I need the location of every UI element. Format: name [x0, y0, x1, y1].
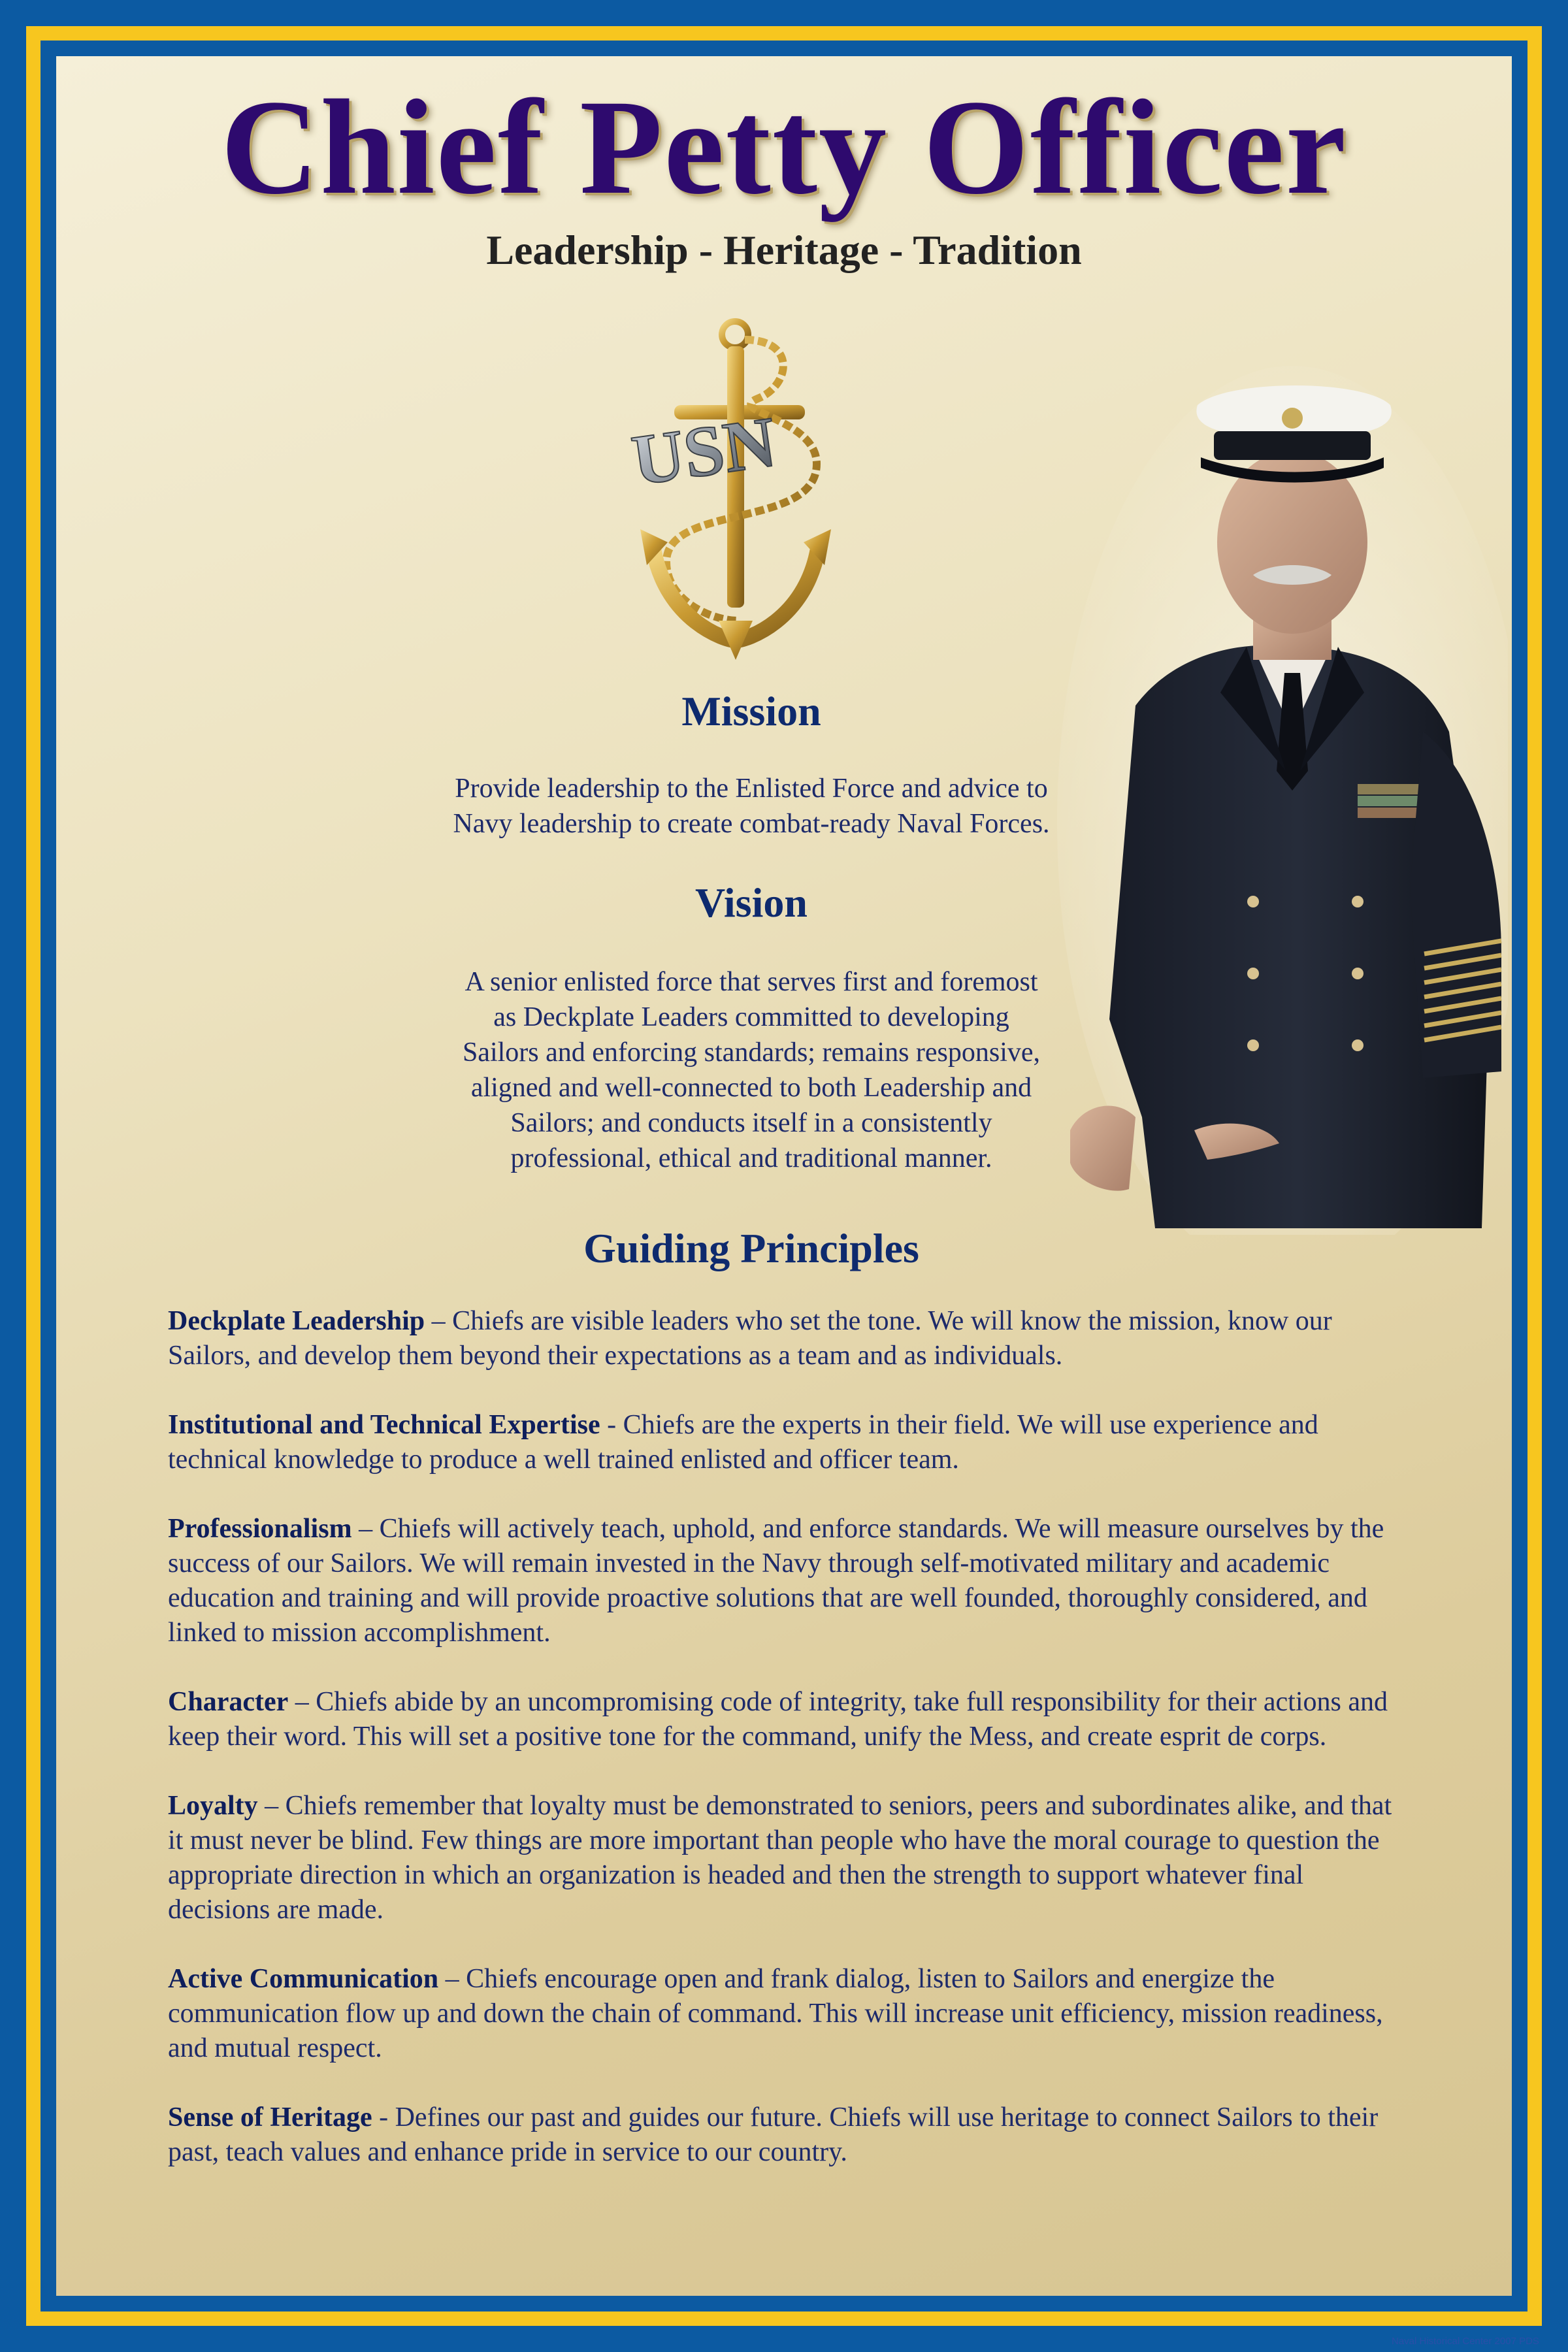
principle-name: Sense of Heritage [168, 2102, 372, 2132]
principle-item [168, 1685, 1409, 1754]
principle-item [168, 1408, 1409, 1477]
poster-title: Chief Petty Officer [220, 72, 1348, 222]
principle-item [168, 1962, 1409, 2066]
principle-name: Active Communication [168, 1964, 439, 1994]
vision-text [392, 964, 1111, 1176]
principle-separator: – [288, 1687, 316, 1717]
principle-name: Loyalty [168, 1791, 258, 1821]
principle-separator: - [600, 1410, 623, 1440]
emblem-letters: USN [627, 401, 781, 501]
cpo-anchor-emblem-icon [627, 314, 875, 666]
principle-name: Deckplate Leadership [168, 1306, 425, 1336]
principle-name: Character [168, 1687, 289, 1717]
guiding-principles-heading: Guiding Principles [583, 1225, 919, 1271]
principle-separator: – [351, 1514, 380, 1544]
principle-text: Chiefs remember that loyalty must be demonstrated to seniors, peers and subordinates alike, and that it must never be blind. Few things are more important than people who have the moral courage to question the appropriate direction in which an organization is headed and then the strength to support whatever final decisions are made. [168, 1791, 1392, 1925]
principle-text: Chiefs encourage open and frank dialog, listen to Sailors and energize the communication flow up and down the chain of command. This will increase unit efficiency, mission readiness, and mutual respect. [168, 1964, 1383, 2063]
vision-line: professional, ethical and traditional manner. [510, 1143, 992, 1173]
principle-text: Chiefs will actively teach, uphold, and enforce standards. We will measure ourselves by the success of our Sailors. We will remain invested in the Navy through self-motivated military and academic education and training and will provide proactive solutions that are well founded, thoroughly considered, and linked to mission accomplishment. [168, 1514, 1384, 1648]
poster-subtitle: Leadership - Heritage - Tradition [486, 227, 1082, 273]
vision-line: Sailors and enforcing standards; remains responsive, [462, 1037, 1041, 1068]
vision-line: A senior enlisted force that serves first and foremost [465, 967, 1038, 997]
principle-separator: – [257, 1791, 286, 1821]
principle-item [168, 1304, 1409, 1373]
principle-text: Chiefs are visible leaders who set the tone. We will know the mission, know our Sailors, and develop them beyond their expectations as a team and as individuals. [168, 1306, 1332, 1371]
principle-text: Chiefs are the experts in their field. We will use experience and technical knowledge to produce a well trained enlisted and officer team. [168, 1410, 1318, 1475]
principle-text: Defines our past and guides our future. Chiefs will use heritage to connect Sailors to their past, teach values and enhance pride in service to our country. [168, 2102, 1379, 2167]
vision-line: Sailors; and conducts itself in a consistently [510, 1108, 992, 1138]
mission-text [392, 771, 1111, 841]
principle-text: Chiefs abide by an uncompromising code of integrity, take full responsibility for their actions and keep their word. This will set a positive tone for the command, unify the Mess, and create esprit de corps. [168, 1687, 1388, 1752]
principle-item [168, 2100, 1409, 2170]
mission-line: Navy leadership to create combat-ready Naval Forces. [453, 809, 1050, 839]
principle-name: Institutional and Technical Expertise [168, 1410, 600, 1440]
principle-separator: – [425, 1306, 453, 1336]
photo-credit: Naval Historical Center 2007 PDS [1392, 2336, 1539, 2347]
principle-separator: – [438, 1964, 466, 1994]
mission-heading: Mission [681, 688, 821, 734]
principle-item [168, 1512, 1409, 1650]
guiding-principles-list [168, 1304, 1409, 2204]
mission-line: Provide leadership to the Enlisted Force and advice to [455, 774, 1048, 804]
vision-line: aligned and well-connected to both Leadership and [470, 1073, 1032, 1103]
principle-name: Professionalism [168, 1514, 352, 1544]
principle-item [168, 1789, 1409, 1927]
vision-heading: Vision [695, 879, 808, 926]
principle-separator: - [372, 2102, 395, 2132]
vision-line: as Deckplate Leaders committed to developing [493, 1002, 1009, 1032]
chief-portrait-photo [1057, 366, 1508, 1235]
